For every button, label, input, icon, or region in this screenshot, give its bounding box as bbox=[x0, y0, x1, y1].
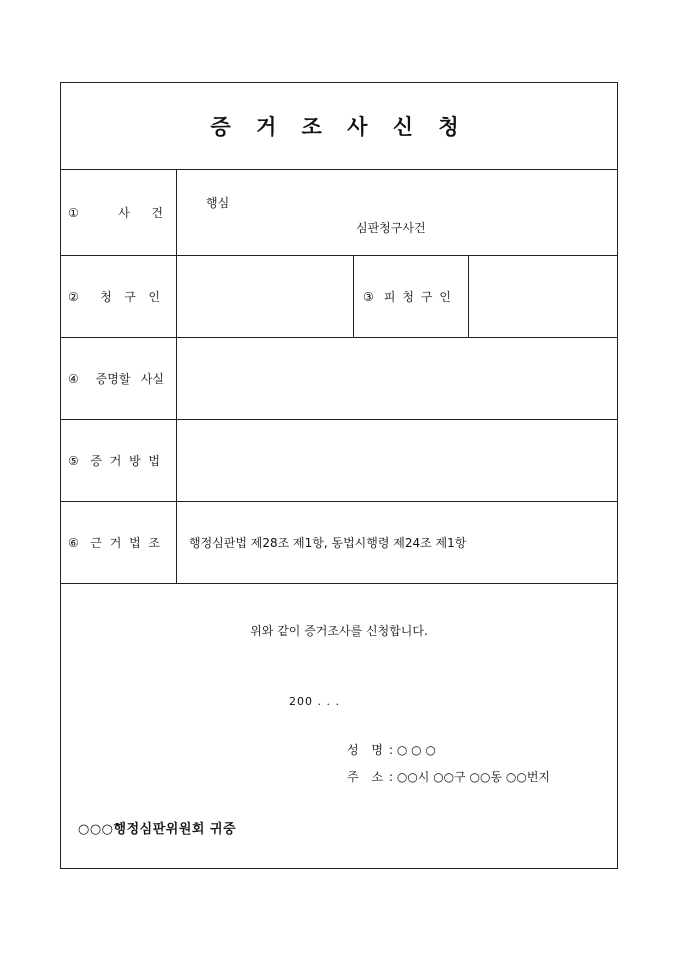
respondent-label-cell bbox=[354, 256, 469, 337]
claimant-label-cell bbox=[61, 256, 177, 337]
title-row bbox=[61, 83, 617, 170]
facts-value-cell[interactable] bbox=[177, 338, 617, 419]
legal-basis-row bbox=[61, 502, 617, 584]
legal-basis-label: ⑥ 근 거 법 조 bbox=[68, 536, 160, 550]
case-name: 심판청구사건 bbox=[356, 221, 426, 235]
facts-row bbox=[61, 338, 617, 420]
respondent-value-cell[interactable] bbox=[469, 256, 617, 337]
request-date: 200 . . . bbox=[289, 695, 340, 708]
legal-basis-label-cell bbox=[61, 502, 177, 583]
addressee: ○○○행정심판위원회 귀중 bbox=[78, 822, 237, 837]
method-value-cell[interactable] bbox=[177, 420, 617, 501]
case-row bbox=[61, 170, 617, 256]
evidence-request-form bbox=[60, 82, 618, 869]
address-value: : ○○시 ○○구 ○○동 ○○번지 bbox=[389, 770, 551, 784]
parties-row bbox=[61, 256, 617, 338]
case-number-prefix: 행심 bbox=[206, 196, 230, 210]
case-label: ① 사 건 bbox=[68, 206, 163, 220]
request-statement: 위와 같이 증거조사를 신청합니다. bbox=[250, 624, 428, 638]
address-label: 주 소 bbox=[347, 770, 383, 784]
facts-label: ④ 증명할 사실 bbox=[68, 372, 164, 386]
signature-address-line bbox=[347, 768, 550, 785]
case-label-cell bbox=[61, 170, 177, 255]
method-row bbox=[61, 420, 617, 502]
claimant-label: ② 청 구 인 bbox=[68, 290, 160, 304]
legal-basis-text: 행정심판법 제28조 제1항, 동법시행령 제24조 제1항 bbox=[189, 536, 467, 550]
claimant-value-cell[interactable] bbox=[177, 256, 354, 337]
signature-name-line bbox=[347, 741, 436, 758]
name-value: : ○ ○ ○ bbox=[389, 743, 436, 757]
method-label: ⑤ 증 거 방 법 bbox=[68, 454, 160, 468]
respondent-label: ③ 피 청 구 인 bbox=[363, 290, 451, 304]
case-value-cell[interactable] bbox=[177, 170, 617, 255]
method-label-cell bbox=[61, 420, 177, 501]
form-title: 증 거 조 사 신 청 bbox=[210, 114, 468, 139]
name-label: 성 명 bbox=[347, 743, 383, 757]
legal-basis-value-cell[interactable] bbox=[177, 502, 617, 583]
facts-label-cell bbox=[61, 338, 177, 419]
